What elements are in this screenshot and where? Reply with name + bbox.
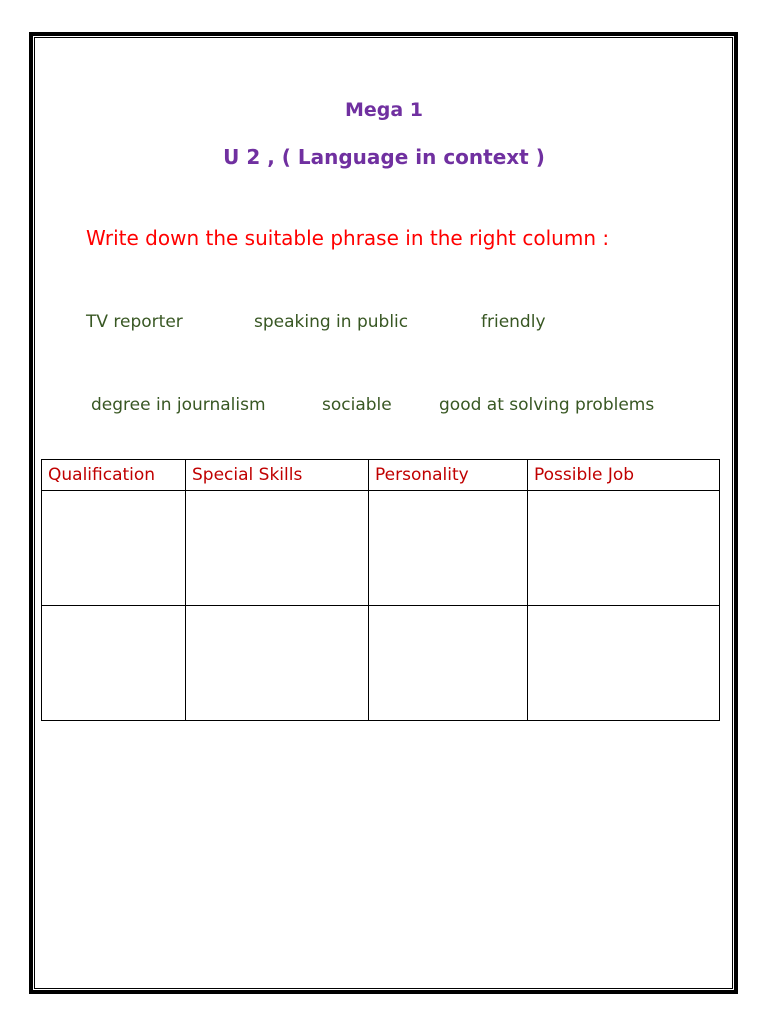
instruction-text: Write down the suitable phrase in the right column : <box>86 226 610 250</box>
answer-cell[interactable] <box>528 606 720 721</box>
answer-cell[interactable] <box>186 606 369 721</box>
answer-cell[interactable] <box>369 606 528 721</box>
table-header-row <box>42 460 720 491</box>
answer-cell[interactable] <box>186 491 369 606</box>
header-personality: Personality <box>369 460 528 491</box>
answer-cell[interactable] <box>42 606 186 721</box>
word-bank-item: speaking in public <box>254 312 409 332</box>
answer-cell[interactable] <box>528 491 720 606</box>
answer-table <box>41 459 720 721</box>
word-bank-item: TV reporter <box>86 312 183 332</box>
header-special-skills: Special Skills <box>186 460 369 491</box>
answer-cell[interactable] <box>369 491 528 606</box>
word-bank-item: sociable <box>322 395 392 415</box>
word-bank-item: degree in journalism <box>91 395 266 415</box>
table-row <box>42 606 720 721</box>
header-qualification: Qualification <box>42 460 186 491</box>
word-bank-item: friendly <box>481 312 546 332</box>
page-subtitle: U 2 , ( Language in context ) <box>223 145 545 169</box>
table-row <box>42 491 720 606</box>
page-title: Mega 1 <box>344 99 424 121</box>
header-possible-job: Possible Job <box>528 460 720 491</box>
answer-cell[interactable] <box>42 491 186 606</box>
word-bank-item: good at solving problems <box>439 395 655 415</box>
